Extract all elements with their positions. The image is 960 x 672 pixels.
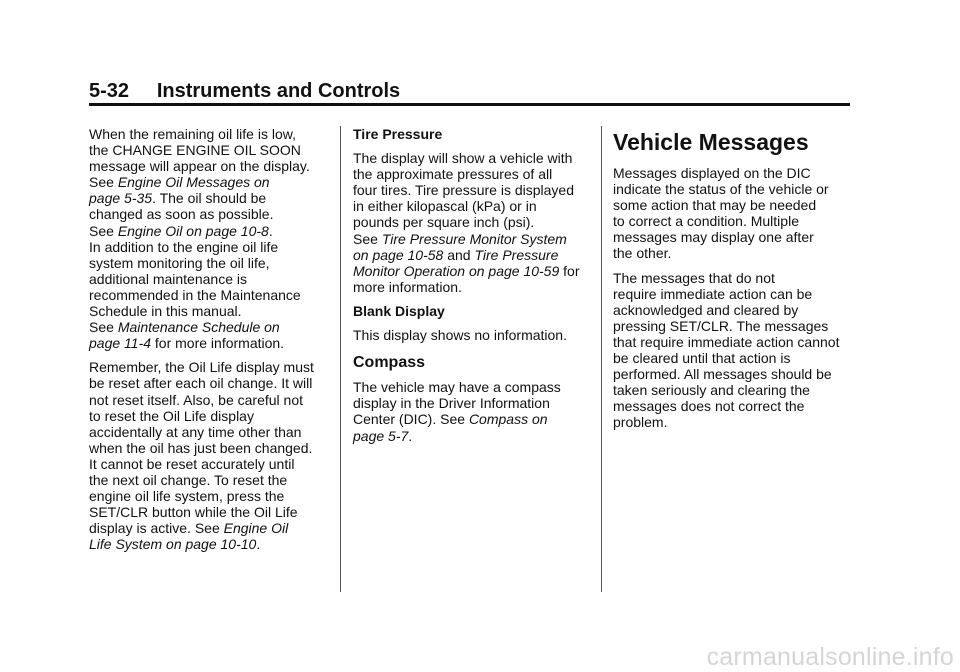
text-line: Remember, the Oil Life display must (89, 359, 314, 376)
blank-display-paragraph: This display shows no information. (353, 327, 567, 344)
text-line: recommended in the Maintenance (89, 286, 301, 303)
text-line: acknowledged and cleared by (613, 301, 799, 318)
text: display is active. See (89, 520, 224, 537)
cross-reference-link[interactable]: Compass on (468, 411, 548, 428)
text-line: more information. (353, 278, 462, 295)
text-line: messages may display one after (613, 229, 814, 246)
text: See (89, 319, 118, 336)
text-line: accidentally at any time other than (89, 423, 302, 440)
text: for (559, 262, 580, 279)
text: See (89, 222, 118, 239)
text-line: the next oil change. To reset the (89, 471, 288, 488)
text-line (89, 536, 339, 552)
text-line: to reset the Oil Life display (89, 407, 254, 424)
text-line (89, 335, 339, 351)
text-line: the other. (613, 245, 672, 262)
text-line: message will appear on the display. (89, 158, 310, 175)
text-line: SET/CLR button while the Oil Life (89, 504, 298, 521)
cross-reference-link[interactable]: Tire Pressure Monitor System (381, 230, 567, 247)
text-line (353, 247, 603, 263)
text-line: The display will show a vehicle with (353, 150, 573, 167)
text-line: not reset itself. Also, be careful not (89, 391, 304, 408)
text-line: The vehicle may have a compass (353, 379, 561, 396)
text-line: Schedule in this manual. (89, 303, 242, 320)
column-1 (89, 126, 339, 560)
text-line: performed. All messages should be (613, 366, 832, 383)
text-line: be cleared until that action is (613, 350, 791, 367)
column-3 (613, 126, 858, 439)
column-2 (353, 126, 603, 452)
text-line: display in the Driver Information (353, 395, 550, 412)
text-line: require immediate action can be (613, 285, 813, 302)
vehicle-messages-paragraph-2 (613, 270, 858, 431)
text-line (89, 174, 339, 190)
text: . (268, 222, 273, 239)
text-line: the approximate pressures of all (353, 166, 553, 183)
tire-pressure-paragraph (353, 150, 603, 295)
text-line: The messages that do not (613, 269, 775, 286)
tire-pressure-heading: Tire Pressure (353, 126, 443, 142)
cross-reference-link[interactable]: page 11-4 (89, 335, 152, 352)
cross-reference-link[interactable]: Tire Pressure (474, 246, 559, 263)
text-line: problem. (613, 414, 668, 431)
cross-reference-link[interactable]: page 5-35 (89, 190, 153, 207)
cross-reference-link[interactable]: Engine Oil on page 10-8 (117, 222, 269, 239)
text-line: the CHANGE ENGINE OIL SOON (89, 142, 301, 159)
text: for more information. (151, 335, 285, 352)
text: . The oil should be (152, 190, 267, 207)
text-line (89, 319, 339, 335)
cross-reference-link[interactable]: Life System on page 10-10 (89, 536, 257, 553)
text: . (408, 427, 413, 444)
watermark: carmanualsonline.info (706, 643, 954, 671)
text: Center (DIC). See (353, 411, 469, 428)
text-line: taken seriously and clearing the (613, 382, 810, 399)
text: See (89, 174, 118, 191)
text-line (353, 263, 603, 279)
text-line: four tires. Tire pressure is displayed (353, 182, 574, 199)
cross-reference-link[interactable]: Engine Oil (223, 520, 289, 537)
compass-paragraph (353, 379, 603, 443)
text-line: that require immediate action cannot (613, 333, 840, 350)
blank-display-heading: Blank Display (353, 302, 445, 319)
column-divider-1 (340, 126, 341, 592)
page-title: 5-32 Instruments and Controls (89, 80, 401, 102)
text-line (89, 190, 339, 206)
text-line: When the remaining oil life is low, (89, 126, 296, 142)
text: . (256, 536, 261, 553)
text-line: In addition to the engine oil life (89, 238, 279, 255)
compass-heading: Compass (353, 354, 426, 372)
text-line: additional maintenance is (89, 270, 247, 287)
text-line (353, 428, 603, 444)
text-line (353, 411, 603, 427)
text-line: changed as soon as possible. (89, 206, 274, 223)
text: and (443, 246, 475, 263)
text-line: system monitoring the oil life, (89, 254, 270, 271)
cross-reference-link[interactable]: Maintenance Schedule on (117, 319, 280, 336)
text-line: pressing SET/CLR. The messages (613, 317, 829, 334)
text-line (89, 223, 339, 239)
text-line: some action that may be needed (613, 197, 817, 214)
cross-reference-link[interactable]: Monitor Operation on page 10-59 (353, 262, 560, 279)
text: See (353, 230, 382, 247)
cross-reference-link[interactable]: page 5-7 (353, 427, 409, 444)
cross-reference-link[interactable]: Engine Oil Messages on (117, 174, 270, 191)
text-line: It cannot be reset accurately until (89, 455, 295, 472)
oil-life-reset-paragraph (89, 359, 339, 552)
page-header (89, 80, 400, 103)
text-line: in either kilopascal (kPa) or in (353, 198, 537, 215)
text-line: engine oil life system, press the (89, 488, 285, 505)
text-line: be reset after each oil change. It will (89, 375, 313, 392)
oil-life-low-paragraph (89, 126, 339, 351)
text-line: messages does not correct the (613, 398, 805, 415)
vehicle-messages-paragraph-1 (613, 165, 858, 262)
text-line: indicate the status of the vehicle or (613, 181, 829, 198)
header-rule (89, 103, 850, 106)
text-line: pounds per square inch (psi). (353, 214, 535, 231)
text-line (89, 520, 339, 536)
vehicle-messages-heading: Vehicle Messages (613, 129, 809, 155)
text-line: Messages displayed on the DIC (613, 165, 811, 181)
text-line: to correct a condition. Multiple (613, 213, 799, 230)
cross-reference-link[interactable]: on page 10-58 (353, 246, 444, 263)
text-line: when the oil has just been changed. (89, 439, 313, 456)
text-line (353, 231, 603, 247)
